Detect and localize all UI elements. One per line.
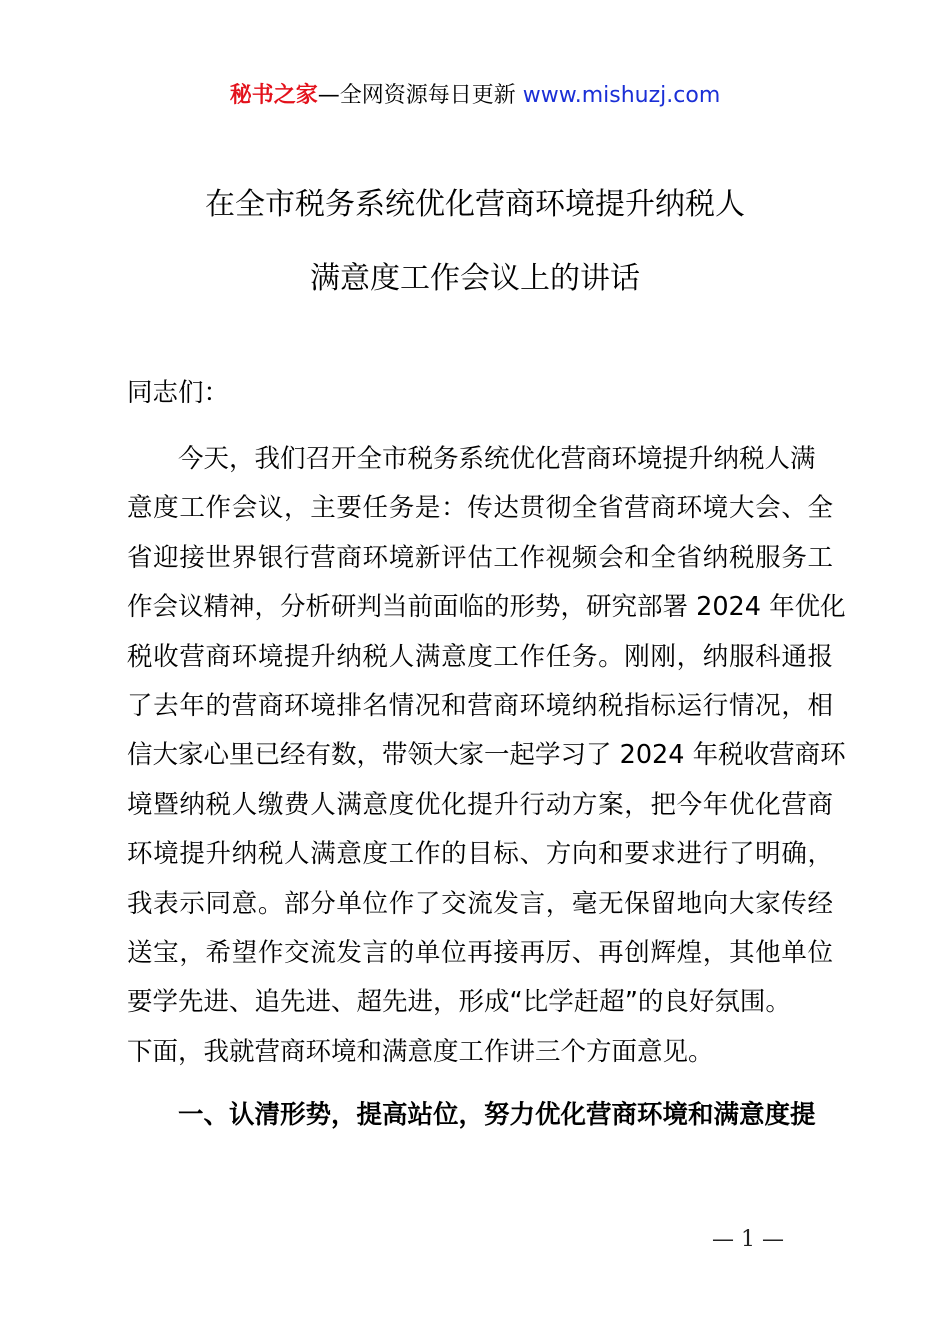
section-heading: 一、认清形势，提高站位，努力优化营商环境和满意度提 — [178, 1100, 816, 1130]
paragraph-line: 省迎接世界银行营商环境新评估工作视频会和全省纳税服务工 — [127, 542, 833, 573]
site-url-link[interactable]: www.mishuzj.com — [522, 83, 721, 108]
salutation: 同志们： — [127, 378, 230, 408]
paragraph-line: 作会议精神，分析研判当前面临的形势，研究部署 2024 年优化 — [127, 592, 846, 623]
page-number: — 1 — — [712, 1227, 784, 1252]
paragraph-line: 信大家心里已经有数，带领大家一起学习了 2024 年税收营商环 — [127, 740, 846, 771]
paragraph-line: 下面，我就营商环境和满意度工作讲三个方面意见。 — [127, 1036, 714, 1067]
site-header — [0, 80, 950, 112]
paragraph-line: 我表示同意。部分单位作了交流发言，毫无保留地向大家传经 — [127, 888, 833, 919]
paragraph-line: 今天，我们召开全市税务系统优化营商环境提升纳税人满 — [178, 444, 816, 474]
paragraph-line: 环境提升纳税人满意度工作的目标、方向和要求进行了明确， — [127, 839, 833, 870]
opening-paragraph — [127, 435, 846, 1077]
site-brand: 秘书之家 — [229, 83, 318, 108]
paragraph-line: 税收营商环境提升纳税人满意度工作任务。刚刚，纳服科通报 — [127, 641, 833, 672]
site-tagline: —全网资源每日更新 — [317, 83, 516, 108]
title-line-2: 满意度工作会议上的讲话 — [310, 261, 640, 296]
paragraph-line: 送宝，希望作交流发言的单位再接再厉、再创辉煌，其他单位 — [127, 937, 833, 968]
title-line-1: 在全市税务系统优化营商环境提升纳税人 — [205, 187, 745, 222]
paragraph-line: 境暨纳税人缴费人满意度优化提升行动方案，把今年优化营商 — [127, 789, 833, 820]
paragraph-line: 意度工作会议，主要任务是：传达贯彻全省营商环境大会、全 — [127, 493, 833, 524]
document-title — [60, 183, 890, 301]
paragraph-line: 要学先进、追先进、超先进，形成“比学赶超”的良好氛围。 — [127, 987, 791, 1018]
paragraph-line: 了去年的营商环境排名情况和营商环境纳税指标运行情况，相 — [127, 690, 833, 721]
